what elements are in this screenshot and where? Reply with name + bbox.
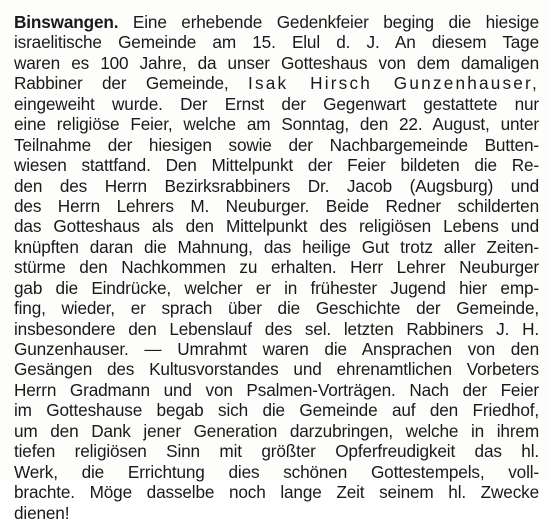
article-line [14, 32, 539, 52]
article-text: um den Dank jener Generation darzubringen, welche in ihrem [14, 420, 539, 441]
article-text: dienen! [14, 502, 70, 523]
article-line [14, 359, 539, 379]
article-line [14, 319, 539, 339]
article-line [14, 216, 539, 236]
article-text: Eine erhebende Gedenkfeier beging die hiesige [118, 12, 539, 32]
article-line [14, 400, 539, 420]
rabbi-name: Isak Hirsch Gunzenhauser, [248, 73, 539, 94]
article-line [14, 278, 539, 298]
article-text: fing, wieder, er sprach über die Geschichte der Gemeinde, [14, 298, 539, 319]
article-line [14, 462, 539, 482]
article-line [14, 196, 539, 216]
article-line [14, 114, 539, 134]
article-line [14, 503, 539, 523]
article-text: den des Herrn Bezirksrabbiners Dr. Jacob (Augsburg) und [14, 175, 539, 196]
article-text: Teilnahme der hiesigen sowie der Nachbargemeinde Butten- [14, 134, 539, 155]
article-line [14, 12, 539, 32]
article-line [14, 135, 539, 155]
article-line [14, 298, 539, 318]
article-text: brachte. Möge dasselbe noch lange Zeit seinem hl. Zwecke [14, 482, 539, 503]
article-line [14, 441, 539, 461]
article-text: wiesen stattfand. Den Mittelpunkt der Feier bildeten die Re- [14, 155, 539, 176]
article-text: Rabbiner der Gemeinde, [14, 73, 248, 94]
article-text: eine religiöse Feier, welche am Sonntag, den 22. August, unter [14, 114, 539, 135]
article-line [14, 257, 539, 277]
article-line [14, 94, 539, 114]
article-dateline: Binswangen. [14, 12, 119, 32]
article-line [14, 482, 539, 502]
article-line [14, 176, 539, 196]
article-line [14, 73, 539, 93]
article-text: Gunzenhauser. — Umrahmt waren die Ansprachen von den [14, 339, 539, 359]
article-text: insbesondere den Lebenslauf des sel. letzten Rabbiners J. H. [14, 318, 539, 339]
article-text: Gesängen des Kultusvorstandes und ehrenamtlichen Vorbeters [14, 359, 539, 380]
article-text: israelitische Gemeinde am 15. Elul d. J. An diesem Tage [14, 32, 539, 53]
article-text: gab die Eindrücke, welcher er in frühester Jugend hier emp- [14, 277, 539, 298]
article-line [14, 339, 539, 359]
article-text: Herrn Gradmann und von Psalmen-Vorträgen. Nach der Feier [14, 379, 539, 400]
article-column [14, 12, 539, 523]
article-text: Werk, die Errichtung dies schönen Gottestempels, voll- [14, 461, 539, 482]
article-line [14, 421, 539, 441]
article-text: das Gotteshaus als den Mittelpunkt des religiösen Lebens und [14, 216, 539, 237]
article-line [14, 53, 539, 73]
article-line [14, 237, 539, 257]
article-text: knüpften daran die Mahnung, das heilige Gut trotz aller Zeiten- [14, 236, 539, 257]
article-line [14, 380, 539, 400]
article-line [14, 155, 539, 175]
article-text: waren es 100 Jahre, da unser Gotteshaus von dem damaligen [14, 52, 539, 73]
article-text: stürme den Nachkommen zu erhalten. Herr Lehrer Neuburger [14, 257, 539, 278]
article-text: tiefen religiösen Sinn mit größter Opferfreudigkeit das hl. [14, 441, 539, 462]
article-text: eingeweiht wurde. Der Ernst der Gegenwart gestattete nur [14, 93, 539, 114]
article-text: im Gotteshause begab sich die Gemeinde auf den Friedhof, [14, 400, 539, 421]
article-text: des Herrn Lehrers M. Neuburger. Beide Redner schilderten [14, 195, 539, 216]
